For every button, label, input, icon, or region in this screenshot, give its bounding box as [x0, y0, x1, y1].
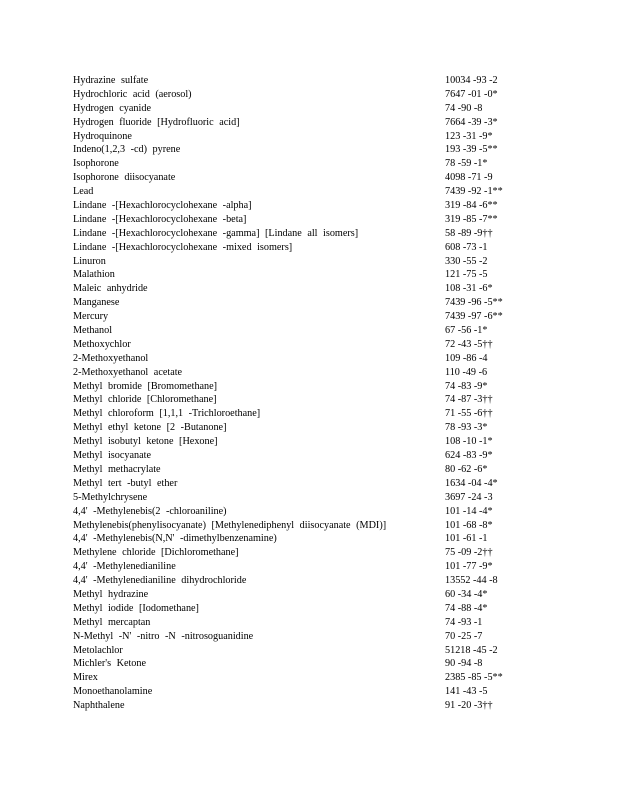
cas-number: 13552 -44 -8 — [445, 575, 498, 587]
cas-number: 101 -14 -4* — [445, 505, 493, 517]
list-item — [73, 366, 513, 380]
list-item — [73, 282, 513, 296]
list-item — [73, 546, 513, 560]
cas-number: 74 -90 -8 — [445, 102, 483, 114]
list-item — [73, 685, 513, 699]
cas-number: 101 -61 -1 — [445, 533, 488, 545]
cas-number: 4098 -71 -9 — [445, 172, 493, 184]
list-item — [73, 213, 513, 227]
chemical-name: Methanol — [73, 325, 113, 337]
cas-number: 74 -87 -3†† — [445, 394, 493, 406]
list-item — [73, 102, 513, 116]
list-item — [73, 463, 513, 477]
chemical-name: 4,4' -Methylenedianiline dihydrochloride — [73, 575, 247, 587]
cas-number: 58 -89 -9†† — [445, 227, 493, 239]
chemical-name: N-Methyl -N' -nitro -N -nitrosoguanidine — [73, 630, 254, 642]
list-item — [73, 255, 513, 269]
cas-number: 74 -88 -4* — [445, 602, 488, 614]
cas-number: 121 -75 -5 — [445, 269, 488, 281]
cas-number: 51218 -45 -2 — [445, 644, 498, 656]
cas-number: 60 -34 -4* — [445, 588, 488, 600]
chemical-name: Methyl isobutyl ketone [Hexone] — [73, 436, 218, 448]
chemical-name: Hydrogen fluoride [Hydrofluoric acid] — [73, 116, 240, 128]
chemical-name: Methyl bromide [Bromomethane] — [73, 380, 218, 392]
chemical-name: Methylene chloride [Dichloromethane] — [73, 547, 239, 559]
chemical-name: Methylenebis(phenylisocyanate) [Methylenediphenyl diisocyanate (MDI)] — [73, 519, 387, 531]
chemical-name: Methyl methacrylate — [73, 463, 161, 475]
cas-number: 3697 -24 -3 — [445, 491, 493, 503]
cas-number: 74 -83 -9* — [445, 380, 488, 392]
chemical-name: Methyl chloride [Chloromethane] — [73, 394, 217, 406]
list-item — [73, 421, 513, 435]
list-item — [73, 143, 513, 157]
cas-number: 319 -85 -7** — [445, 213, 498, 225]
list-item — [73, 268, 513, 282]
chemical-name: Hydroquinone — [73, 130, 132, 142]
list-item — [73, 435, 513, 449]
list-item — [73, 449, 513, 463]
chemical-name: Methyl ethyl ketone [2 -Butanone] — [73, 422, 227, 434]
cas-number: 91 -20 -3†† — [445, 700, 493, 712]
chemical-name: Lindane -[Hexachlorocyclohexane -gamma] [Lindane all isomers] — [73, 227, 359, 239]
chemical-name: Methyl iodide [Iodomethane] — [73, 602, 199, 614]
chemical-name: Metolachlor — [73, 644, 123, 656]
chemical-name: Hydrazine sulfate — [73, 75, 149, 86]
cas-number: 141 -43 -5 — [445, 686, 488, 698]
cas-number: 123 -31 -9* — [445, 130, 493, 142]
chemical-name: Michler's Ketone — [73, 658, 147, 670]
list-item — [73, 505, 513, 519]
cas-number: 7439 -96 -5** — [445, 297, 503, 309]
cas-number: 80 -62 -6* — [445, 463, 488, 475]
list-item — [73, 699, 513, 713]
list-item — [73, 560, 513, 574]
chemical-name: Lindane -[Hexachlorocyclohexane -beta] — [73, 213, 247, 225]
cas-number: 624 -83 -9* — [445, 450, 493, 462]
list-item — [73, 532, 513, 546]
chemical-name: Mirex — [73, 672, 98, 684]
chemical-name: Methoxychlor — [73, 338, 131, 350]
cas-number: 70 -25 -7 — [445, 630, 483, 642]
list-item — [73, 352, 513, 366]
cas-number: 67 -56 -1* — [445, 325, 488, 337]
list-item — [73, 310, 513, 324]
cas-number: 7664 -39 -3* — [445, 116, 498, 128]
chemical-name: Methyl isocyanate — [73, 450, 151, 462]
chemical-name: Manganese — [73, 297, 120, 309]
chemical-name: Malathion — [73, 269, 115, 281]
chemical-name: Hydrogen cyanide — [73, 102, 151, 114]
list-item — [73, 324, 513, 338]
chemical-name: Methyl hydrazine — [73, 588, 149, 600]
chemical-name: Lindane -[Hexachlorocyclohexane -mixed isomers] — [73, 241, 293, 253]
list-item — [73, 477, 513, 491]
cas-number: 110 -49 -6 — [445, 366, 488, 378]
cas-number: 193 -39 -5** — [445, 144, 498, 156]
list-item — [73, 588, 513, 602]
chemical-name: 5-Methylchrysene — [73, 491, 148, 503]
list-item — [73, 116, 513, 130]
cas-number: 10034 -93 -2 — [445, 75, 498, 86]
list-item — [73, 657, 513, 671]
chemical-name: Isophorone — [73, 158, 119, 170]
chemical-name: 4,4' -Methylenebis(2 -chloroaniline) — [73, 505, 227, 517]
list-item — [73, 519, 513, 533]
list-item — [73, 199, 513, 213]
list-item — [73, 338, 513, 352]
chemical-name: Mercury — [73, 311, 109, 323]
list-item — [73, 296, 513, 310]
cas-number: 72 -43 -5†† — [445, 338, 493, 350]
list-item — [73, 602, 513, 616]
chemical-name: Methyl mercaptan — [73, 616, 151, 628]
chemical-name: Methyl chloroform [1,1,1 -Trichloroethane] — [73, 408, 261, 420]
cas-number: 74 -93 -1 — [445, 616, 483, 628]
list-item — [73, 130, 513, 144]
list-item — [73, 407, 513, 421]
list-item — [73, 241, 513, 255]
chemical-name: Indeno(1,2,3 -cd) pyrene — [73, 144, 181, 156]
cas-number: 1634 -04 -4* — [445, 477, 498, 489]
chemical-name: Monoethanolamine — [73, 686, 153, 698]
cas-number: 7439 -92 -1** — [445, 186, 503, 198]
chemical-name: Linuron — [73, 255, 106, 267]
list-item — [73, 616, 513, 630]
cas-number: 608 -73 -1 — [445, 241, 488, 253]
list-item — [73, 393, 513, 407]
list-item — [73, 185, 513, 199]
cas-number: 78 -93 -3* — [445, 422, 488, 434]
list-item — [73, 88, 513, 102]
chemical-name: 4,4' -Methylenebis(N,N' -dimethylbenzenamine) — [73, 533, 277, 545]
cas-number: 71 -55 -6†† — [445, 408, 493, 420]
list-item — [73, 671, 513, 685]
cas-number: 2385 -85 -5** — [445, 672, 503, 684]
cas-number: 108 -10 -1* — [445, 436, 493, 448]
chemical-name: Isophorone diisocyanate — [73, 172, 176, 184]
chemical-name: 2-Methoxyethanol acetate — [73, 366, 183, 378]
chemical-name: 4,4' -Methylenedianiline — [73, 561, 176, 573]
cas-number: 330 -55 -2 — [445, 255, 488, 267]
list-item — [73, 644, 513, 658]
cas-number: 75 -09 -2†† — [445, 547, 493, 559]
cas-number: 109 -86 -4 — [445, 352, 488, 364]
chemical-name: Methyl tert -butyl ether — [73, 477, 178, 489]
list-item — [73, 630, 513, 644]
chemical-name: Lindane -[Hexachlorocyclohexane -alpha] — [73, 200, 252, 212]
cas-number: 319 -84 -6** — [445, 200, 498, 212]
chemical-list — [73, 74, 513, 713]
cas-number: 101 -68 -8* — [445, 519, 493, 531]
list-item — [73, 574, 513, 588]
list-item — [73, 227, 513, 241]
cas-number: 7647 -01 -0* — [445, 88, 498, 100]
chemical-name: 2-Methoxyethanol — [73, 352, 149, 364]
chemical-name: Lead — [73, 186, 94, 198]
cas-number: 7439 -97 -6** — [445, 311, 503, 323]
list-item — [73, 491, 513, 505]
list-item — [73, 380, 513, 394]
list-item — [73, 171, 513, 185]
cas-number: 78 -59 -1* — [445, 158, 488, 170]
chemical-name: Hydrochloric acid (aerosol) — [73, 88, 192, 100]
cas-number: 101 -77 -9* — [445, 561, 493, 573]
cas-number: 90 -94 -8 — [445, 658, 483, 670]
chemical-name: Maleic anhydride — [73, 283, 148, 295]
list-item — [73, 74, 513, 88]
cas-number: 108 -31 -6* — [445, 283, 493, 295]
list-item — [73, 157, 513, 171]
chemical-name: Naphthalene — [73, 700, 125, 712]
